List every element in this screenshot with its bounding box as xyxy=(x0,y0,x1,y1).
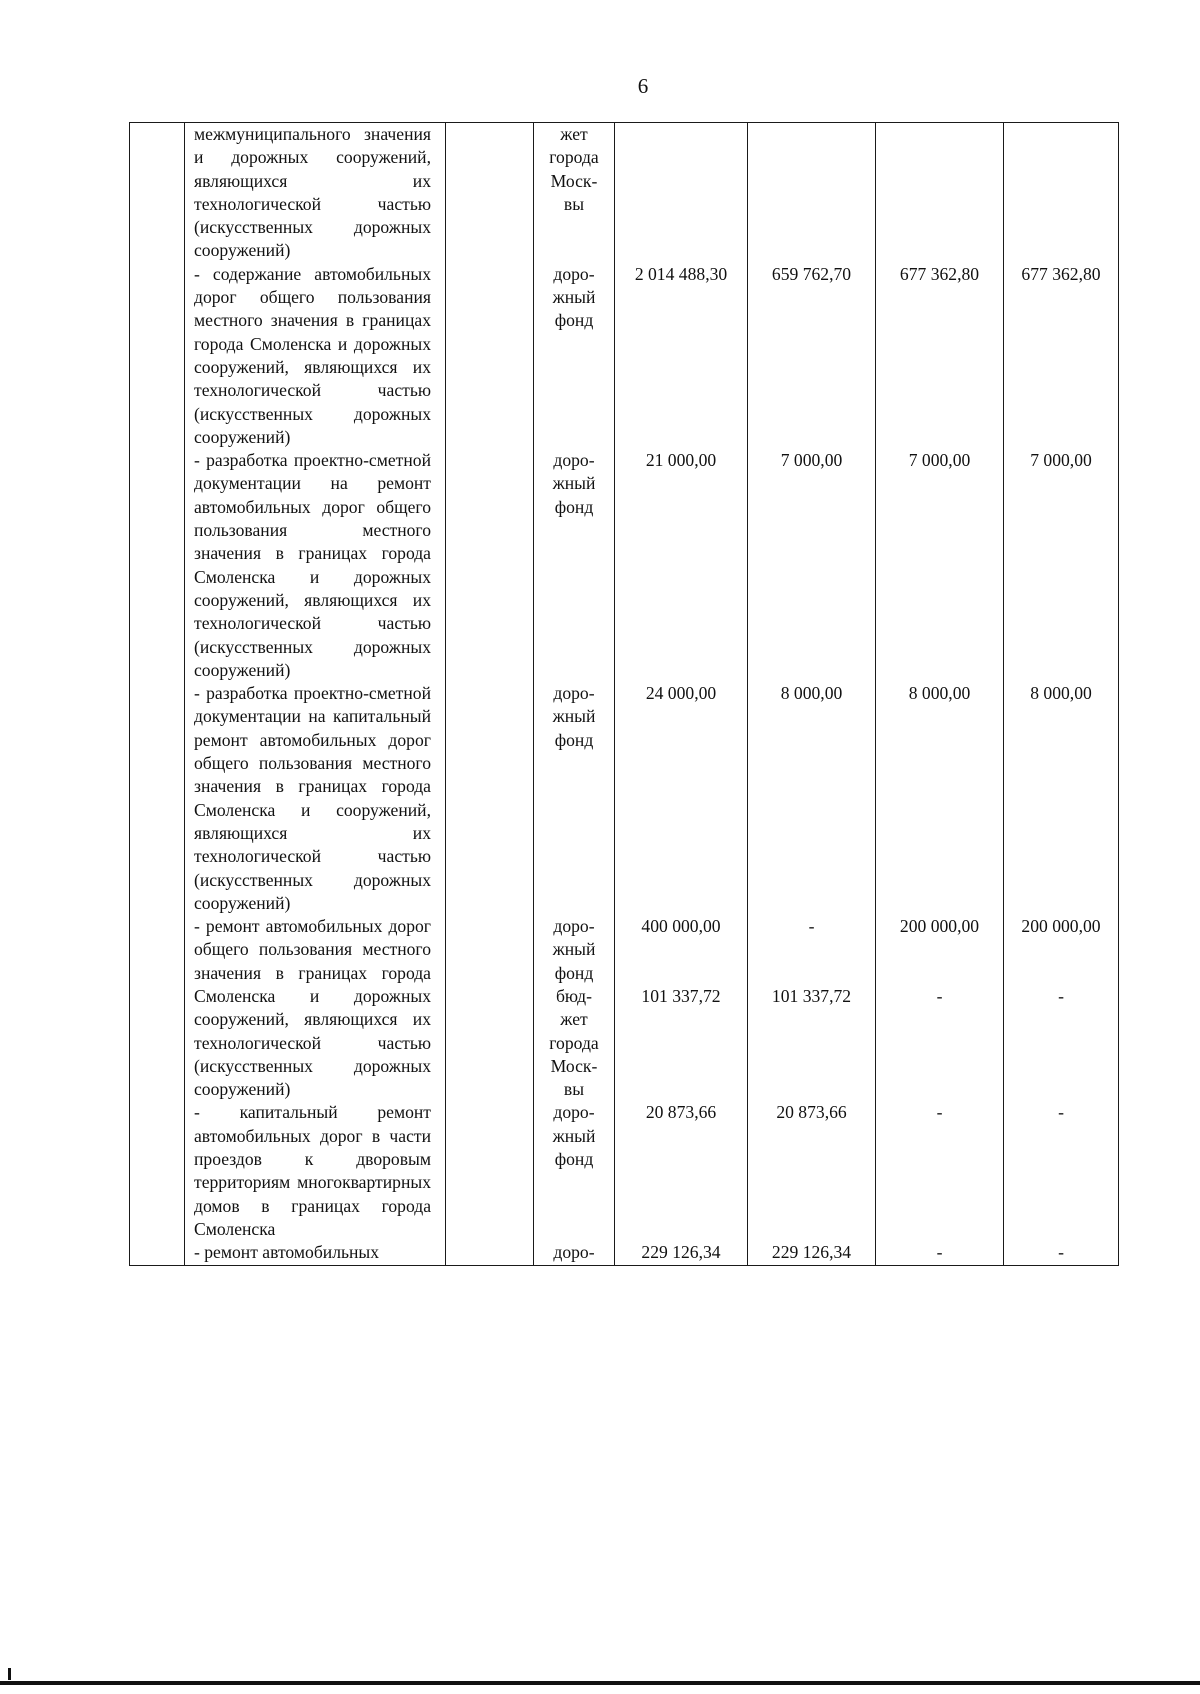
year2-cell: - xyxy=(876,1101,1004,1241)
year3-cell: 8 000,00 xyxy=(1004,682,1119,915)
empty-cell xyxy=(446,1241,534,1265)
total-cell: 24 000,00 xyxy=(615,682,748,915)
total-cell xyxy=(615,123,748,263)
year2-cell xyxy=(876,915,1004,1101)
total-cell: 229 126,34 xyxy=(615,1241,748,1265)
description-cell: - ремонт автомобильных дорог общего пользования местного значения в границах города Смоленска и дорожных сооружений, являющихся их технологической частью (искусственных дорожных сооружений) xyxy=(185,915,446,1101)
table-row xyxy=(130,1241,1119,1265)
description-cell: межмуниципального значения и дорожных сооружений, являющихся их технологической частью (искусственных дорожных сооружений) xyxy=(185,123,446,263)
year1-value-moscow-budget: 101 337,72 xyxy=(771,986,852,1007)
budget-table xyxy=(129,122,1119,1266)
scan-edge-rule xyxy=(0,1681,1200,1685)
year3-cell xyxy=(1004,123,1119,263)
description-cell: - капитальный ремонт автомобильных дорог в части проездов к дворовым территориям многоквартирных домов в границах города Смоленска xyxy=(185,1101,446,1241)
source-cell xyxy=(534,915,615,1101)
description-cell: - содержание автомобильных дорог общего пользования местного значения в границах города Смоленска и дорожных сооружений, являющихся их технологической частью (искусственных дорожных сооружений) xyxy=(185,263,446,449)
year2-cell xyxy=(876,123,1004,263)
row-number-cell xyxy=(130,1241,185,1265)
row-number-cell xyxy=(130,263,185,449)
source-cell: доро- жный фонд xyxy=(534,1101,615,1241)
year3-cell: 677 362,80 xyxy=(1004,263,1119,449)
year2-cell: 7 000,00 xyxy=(876,449,1004,682)
empty-cell xyxy=(446,682,534,915)
year1-cell: 20 873,66 xyxy=(748,1101,876,1241)
table-row xyxy=(130,123,1119,263)
source-cell: жет города Моск- вы xyxy=(534,123,615,263)
row-number-cell xyxy=(130,682,185,915)
total-cell xyxy=(615,915,748,1101)
row-number-cell xyxy=(130,1101,185,1241)
source-cell: доро- жный фонд xyxy=(534,263,615,449)
year2-value-moscow-budget: - xyxy=(936,986,943,1007)
empty-cell xyxy=(446,915,534,1101)
source-moscow-budget: бюд- жет города Моск- вы xyxy=(549,985,599,1100)
table-row xyxy=(130,449,1119,682)
year3-value-moscow-budget: - xyxy=(1058,986,1064,1007)
year1-value-road-fund: - xyxy=(808,916,815,937)
year1-cell: 8 000,00 xyxy=(748,682,876,915)
empty-cell xyxy=(446,263,534,449)
row-number-cell xyxy=(130,915,185,1101)
table-row xyxy=(130,682,1119,915)
year1-cell xyxy=(748,915,876,1101)
description-cell: - разработка проектно-сметной документации на ремонт автомобильных дорог общего пользования местного значения в границах города Смоленска и дорожных сооружений, являющихся их технологической частью (искусственных дорожных сооружений) xyxy=(185,449,446,682)
year1-cell: 7 000,00 xyxy=(748,449,876,682)
table-row xyxy=(130,1101,1119,1241)
year1-cell: 229 126,34 xyxy=(748,1241,876,1265)
year3-value-road-fund: 200 000,00 xyxy=(1021,916,1101,937)
table-row xyxy=(130,915,1119,1101)
empty-cell xyxy=(446,1101,534,1241)
page-number: 6 xyxy=(637,74,649,98)
row-number-cell xyxy=(130,449,185,682)
source-cell: доро- жный фонд xyxy=(534,449,615,682)
row-number-cell xyxy=(130,123,185,263)
source-road-fund: доро- жный фонд xyxy=(552,916,596,983)
year2-cell: 677 362,80 xyxy=(876,263,1004,449)
year3-cell: - xyxy=(1004,1241,1119,1265)
year3-cell xyxy=(1004,915,1119,1101)
year1-cell xyxy=(748,123,876,263)
empty-cell xyxy=(446,449,534,682)
description-cell: - разработка проектно-сметной документации на капитальный ремонт автомобильных дорог общего пользования местного значения в границах города Смоленска и сооружений, являющихся их технологической частью (искусственных дорожных сооружений) xyxy=(185,682,446,915)
source-cell: доро- xyxy=(534,1241,615,1265)
empty-cell xyxy=(446,123,534,263)
total-cell: 2 014 488,30 xyxy=(615,263,748,449)
total-cell: 21 000,00 xyxy=(615,449,748,682)
source-cell: доро- жный фонд xyxy=(534,682,615,915)
table-row xyxy=(130,263,1119,449)
year2-cell: - xyxy=(876,1241,1004,1265)
year2-value-road-fund: 200 000,00 xyxy=(899,916,980,937)
total-value-moscow-budget: 101 337,72 xyxy=(641,986,721,1007)
total-cell: 20 873,66 xyxy=(615,1101,748,1241)
year1-cell: 659 762,70 xyxy=(748,263,876,449)
year3-cell: - xyxy=(1004,1101,1119,1241)
scan-mark xyxy=(8,1668,11,1680)
year2-cell: 8 000,00 xyxy=(876,682,1004,915)
year3-cell: 7 000,00 xyxy=(1004,449,1119,682)
total-value-road-fund: 400 000,00 xyxy=(641,916,721,937)
description-cell: - ремонт автомобильных xyxy=(185,1241,446,1265)
